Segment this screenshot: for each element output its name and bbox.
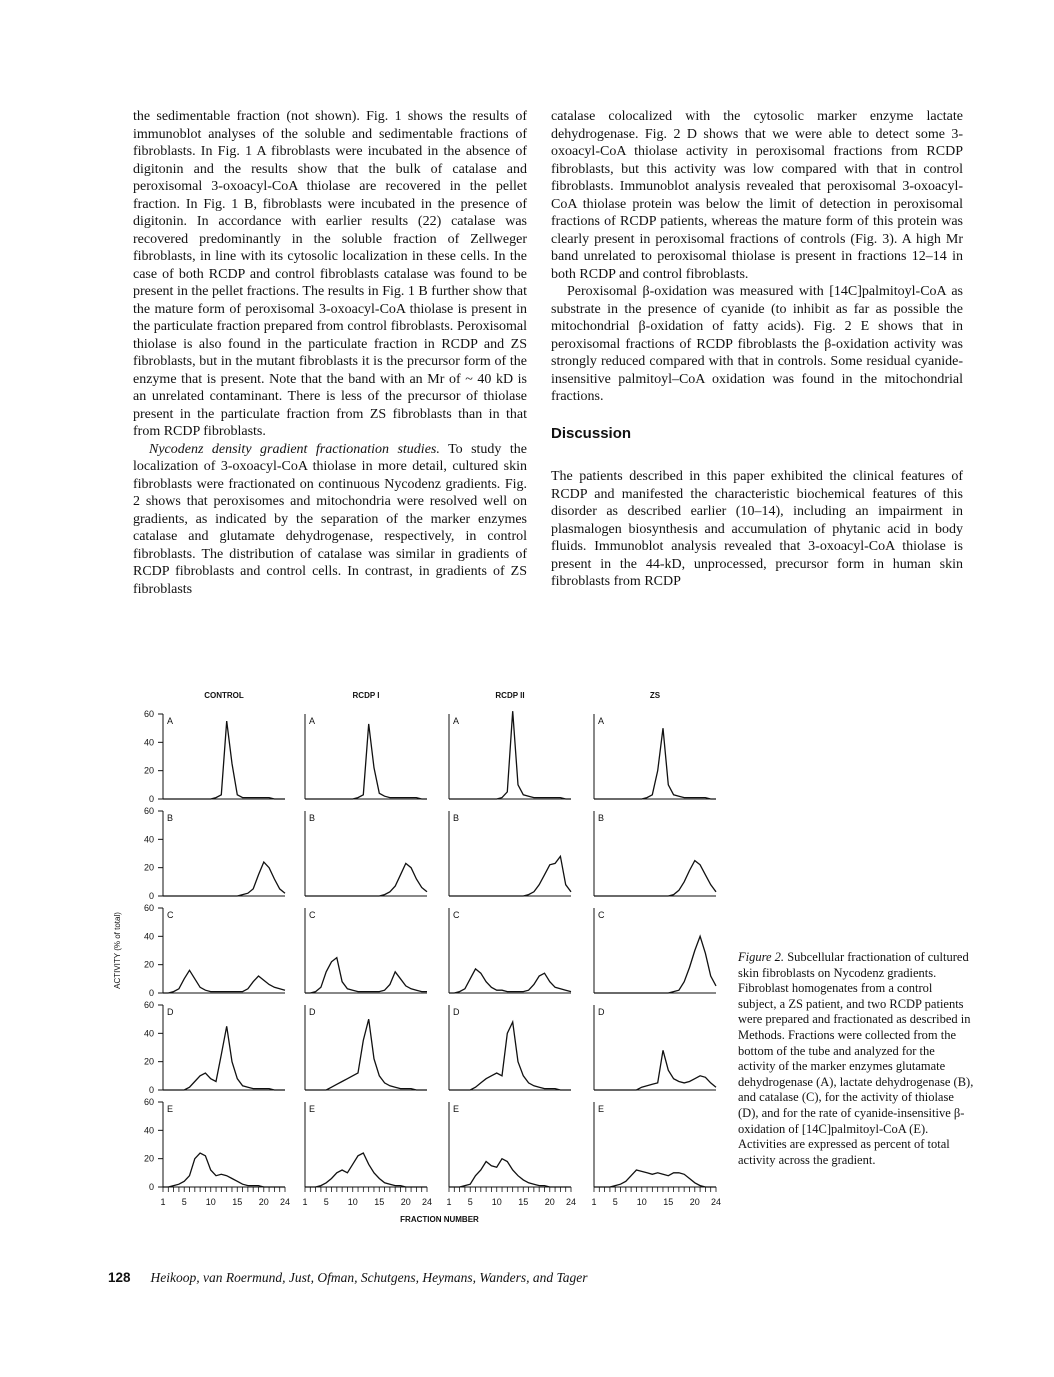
y-tick-label: 20 <box>143 1153 154 1164</box>
y-tick-label: 40 <box>143 737 154 748</box>
series-line <box>305 724 427 799</box>
column-title: CONTROL <box>204 691 244 700</box>
column-title: RCDP I <box>352 691 380 700</box>
panel-letter: E <box>453 1104 460 1114</box>
series-line <box>449 856 571 896</box>
series-line <box>594 1050 716 1090</box>
panel-letter: D <box>598 1007 605 1017</box>
column-title: RCDP II <box>495 691 525 700</box>
y-tick-label: 20 <box>143 1056 154 1067</box>
right-column <box>551 108 963 591</box>
y-tick-label: 60 <box>143 709 154 719</box>
y-tick-label: 20 <box>143 959 154 970</box>
x-tick-label: 15 <box>374 1197 385 1207</box>
paragraph: catalase colocalized with the cytosolic marker enzyme lactate dehydrogenase. Fig. 2 D shows that we were able to detect some 3-oxoacyl-CoA thiolase activity in peroxisomal fractions from RCDP fibroblasts, but this activity was low compared with that in control fibroblasts. Immunoblot analysis revealed that peroxisomal 3-oxoacyl-CoA thiolase protein was below the limit of detection in peroxisomal fractions of RCDP patients, whereas the mature form of this protein was clearly present in peroxisomal fractions of controls (Fig. 3). A high Mr band unrelated to peroxisomal thiolase is present in fractions 12–14 in both RCDP and control fibroblasts. <box>551 109 963 282</box>
series-line <box>163 1026 285 1090</box>
panel-letter: D <box>167 1007 174 1017</box>
y-axis-title: ACTIVITY (% of total) <box>113 912 122 989</box>
x-tick-label: 5 <box>467 1197 473 1207</box>
x-tick-label: 20 <box>258 1197 269 1207</box>
series-line <box>163 721 285 799</box>
x-tick-label: 5 <box>181 1197 187 1207</box>
column-title: ZS <box>649 691 661 700</box>
panel-letter: C <box>598 910 605 920</box>
section-heading: Discussion <box>551 424 632 442</box>
y-tick-label: 40 <box>143 1125 154 1136</box>
paragraph <box>133 441 527 599</box>
series-line <box>594 1170 716 1187</box>
series-line <box>449 1159 571 1187</box>
x-tick-label: 5 <box>612 1197 618 1207</box>
panel-letter: C <box>167 910 174 920</box>
panel-letter: A <box>453 716 460 726</box>
page-footer <box>108 1270 588 1286</box>
series-line <box>163 970 285 993</box>
x-tick-label: 24 <box>565 1197 577 1207</box>
panel-letter: B <box>453 813 460 823</box>
series-line <box>449 969 571 993</box>
panel-letter: B <box>309 813 316 823</box>
paragraph: the sedimentable fraction (not shown). Fig. 1 shows the results of immunoblot analyses of the soluble and sedimentable fractions of fibroblasts. In Fig. 1 A fibroblasts were incubated in the absence of digitonin and the results show that the bulk of catalase and peroxisomal 3-oxoacyl-CoA thiolase are recovered in the pellet fraction. In Fig. 1 B, fibroblasts were incubated in the presence of digitonin. In accordance with earlier results (22) catalase was recovered predominantly in the soluble fraction of Zellweger fibroblasts, in line with its cytosolic localization in these cells. In the case of both RCDP and control fibroblasts catalase was found to be present in the pellet fractions. The results in Fig. 1 B further show that the mature form of peroxisomal 3-oxoacyl-CoA thiolase is present in the particulate fraction prepared from control fibroblasts. Peroxisomal thiolase is also found in the particulate fraction in RCDP and ZS fibroblasts, but in the mutant fibroblasts it is the precursor form of the enzyme that is present. Note that the band with an Mr of ~ 40 kD is an unrelated contaminant. There is less of the precursor of thiolase present in the particulate fraction from ZS fibroblasts than in that from RCDP fibroblasts. <box>133 109 527 439</box>
panel-letter: C <box>453 910 460 920</box>
x-tick-label: 20 <box>544 1197 555 1207</box>
page-number: 128 <box>108 1270 131 1285</box>
panel-letter: B <box>167 813 174 823</box>
x-tick-label: 1 <box>160 1197 166 1207</box>
caption-text: Subcellular fractionation of cultured skin fibroblasts on Nycodenz gradients. Fibroblast homogenates from a control subject, a ZS patient, and two RCDP patients were prepared and fractionated as described in Methods. Fractions were collected from the bottom of the tube and analyzed for the activity of the marker enzymes glutamate dehydrogenase (A), lactate dehydrogenase (B), and catalase (C), for the activity of thiolase (D), and for the rate of cyanide-insensitive β-oxidation of [14C]palmitoyl-CoA (E). Activities are expressed as percent of total activity across the gradient. <box>738 950 974 1167</box>
x-tick-label: 24 <box>421 1197 433 1207</box>
panel-letter: E <box>598 1104 605 1114</box>
footer-authors: Heikoop, van Roermund, Just, Ofman, Schutgens, Heymans, Wanders, and Tager <box>150 1270 588 1285</box>
x-tick-label: 1 <box>591 1197 597 1207</box>
left-column <box>133 108 527 598</box>
x-tick-label: 1 <box>446 1197 452 1207</box>
panel-letter: E <box>167 1104 174 1114</box>
y-tick-label: 0 <box>148 1182 154 1192</box>
panel-letter: D <box>309 1007 316 1017</box>
paragraph: Peroxisomal β-oxidation was measured with [14C]palmitoyl-CoA as substrate in the presence of cyanide (to inhibit as far as possible the mitochondrial β-oxidation of fatty acids). Fig. 2 E shows that in peroxisomal fractions of RCDP fibroblasts the β-oxidation activity was strongly reduced compared with that in controls. Some residual cyanide-insensitive palmitoyl–CoA oxidation was found in the mitochondrial fractions. <box>551 284 963 404</box>
figure-2-chart <box>108 686 728 1256</box>
series-line <box>163 862 285 896</box>
x-tick-label: 1 <box>302 1197 308 1207</box>
x-tick-label: 24 <box>710 1197 722 1207</box>
y-tick-label: 20 <box>143 862 154 873</box>
series-line <box>305 1019 427 1090</box>
panel-letter: A <box>309 716 316 726</box>
series-line <box>449 711 571 799</box>
figure-caption <box>738 950 974 1168</box>
series-line <box>449 1022 571 1090</box>
x-tick-label: 5 <box>323 1197 329 1207</box>
panel-letter: A <box>598 716 605 726</box>
series-line <box>594 728 716 799</box>
y-tick-label: 60 <box>143 1000 154 1010</box>
y-tick-label: 40 <box>143 1028 154 1039</box>
x-tick-label: 15 <box>232 1197 243 1207</box>
y-tick-label: 60 <box>143 806 154 816</box>
panel-letter: E <box>309 1104 316 1114</box>
series-line <box>594 936 716 993</box>
y-tick-label: 0 <box>148 891 154 901</box>
series-line <box>305 1153 427 1187</box>
x-tick-label: 10 <box>491 1197 502 1207</box>
x-tick-label: 20 <box>400 1197 411 1207</box>
panel-letter: D <box>453 1007 460 1017</box>
y-tick-label: 0 <box>148 794 154 804</box>
y-tick-label: 60 <box>143 903 154 913</box>
panel-letter: C <box>309 910 316 920</box>
series-line <box>305 863 427 896</box>
x-tick-label: 20 <box>689 1197 700 1207</box>
x-tick-label: 10 <box>636 1197 647 1207</box>
x-axis-title: FRACTION NUMBER <box>400 1215 479 1224</box>
x-tick-label: 15 <box>518 1197 529 1207</box>
y-tick-label: 0 <box>148 988 154 998</box>
panel-letter: B <box>598 813 605 823</box>
subsection-title: Nycodenz density gradient fractionation studies. <box>149 441 440 457</box>
panel-letter: A <box>167 716 174 726</box>
caption-label: Figure 2. <box>738 950 785 964</box>
y-tick-label: 20 <box>143 765 154 776</box>
paragraph-text: To study the localization of 3-oxoacyl-CoA thiolase in more detail, cultured skin fibroblasts were fractionated on continuous Nycodenz gradients. Fig. 2 shows that peroxisomes and mitochondria were resolved well on gradients, as indicated by the separation of the marker enzymes catalase and glutamate dehydrogenase, respectively, in control fibroblasts. The distribution of catalase was similar in gradients of RCDP fibroblasts and control cells. In contrast, in gradients of ZS fibroblasts <box>133 441 527 597</box>
series-line <box>305 958 427 993</box>
series-line <box>594 861 716 896</box>
y-tick-label: 0 <box>148 1085 154 1095</box>
series-line <box>163 1153 285 1187</box>
y-tick-label: 40 <box>143 834 154 845</box>
x-tick-label: 15 <box>663 1197 674 1207</box>
x-tick-label: 10 <box>205 1197 216 1207</box>
x-tick-label: 10 <box>347 1197 358 1207</box>
y-tick-label: 40 <box>143 931 154 942</box>
paragraph: The patients described in this paper exhibited the clinical features of RCDP and manifested the characteristic biochemical features of this disorder as described earlier (10–14), including an impairment in plasmalogen biosynthesis and accumulation of phytanic acid in body fluids. Immunoblot analysis revealed that 3-oxoacyl-CoA thiolase is present in the 44-kD, unprocessed, precursor form in human skin fibroblasts from RCDP <box>551 469 963 589</box>
x-tick-label: 24 <box>279 1197 291 1207</box>
y-tick-label: 60 <box>143 1097 154 1107</box>
